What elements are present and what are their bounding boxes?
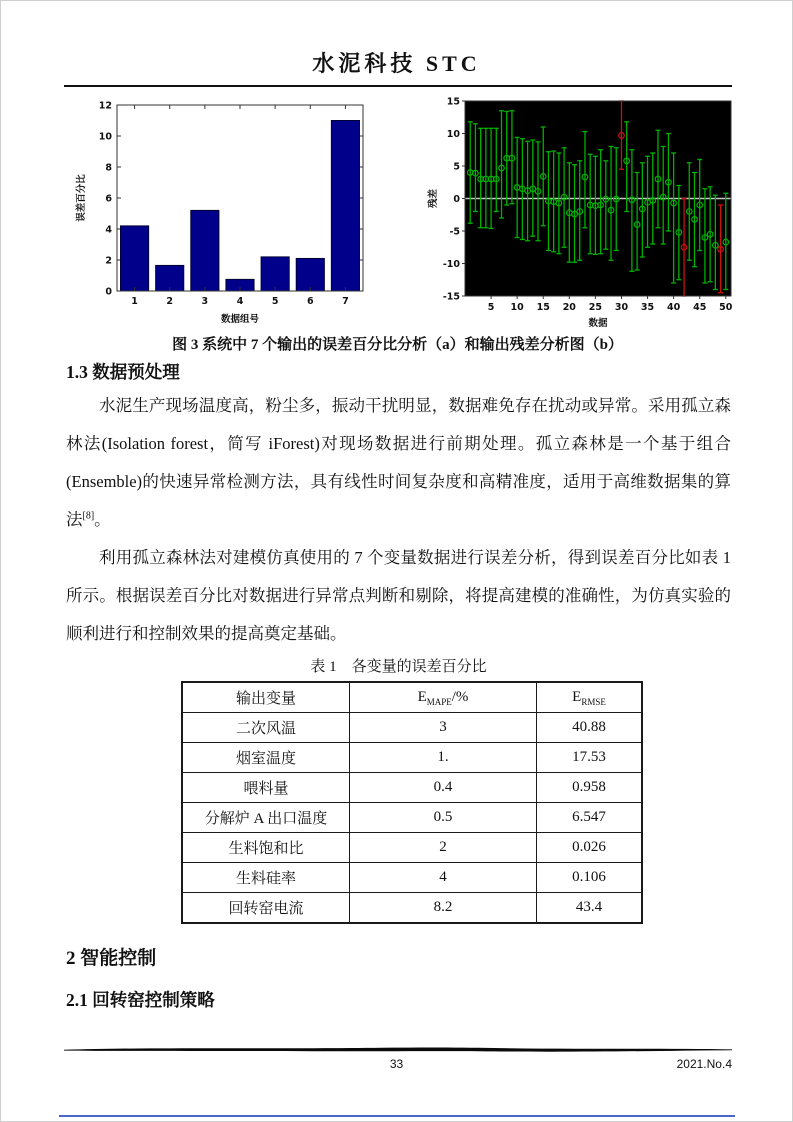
x-tick-label: 7 xyxy=(342,296,349,307)
x-tick-label: 2 xyxy=(166,296,174,307)
emape-cell: 4 xyxy=(350,863,537,893)
issue-label: 2021.No.4 xyxy=(676,1057,732,1071)
y-axis-label: 误差百分比 xyxy=(76,174,87,222)
y-axis-label: 残差 xyxy=(428,188,439,209)
table-row xyxy=(182,773,642,803)
x-tick-label: 30 xyxy=(614,302,629,313)
table-1-title: 表 1 各变量的误差百分比 xyxy=(310,659,487,675)
bar xyxy=(121,226,149,291)
emape-cell: 8.2 xyxy=(350,893,537,924)
x-tick-label: 20 xyxy=(562,302,576,313)
page-number: 33 xyxy=(389,1057,404,1071)
table-header-variable: 输出变量 xyxy=(182,682,350,713)
bar xyxy=(296,258,324,291)
bar xyxy=(331,121,359,292)
x-tick-label: 15 xyxy=(536,302,550,313)
header-rule xyxy=(64,85,732,87)
bar-chart-error-percentage xyxy=(71,97,383,331)
section-1-3-heading: 1.3 数据预处理 xyxy=(66,362,180,382)
x-tick-label: 5 xyxy=(487,302,495,313)
ermse-cell: 0.026 xyxy=(537,833,643,863)
journal-header-title: 水泥科技 STC xyxy=(312,51,481,76)
x-tick-label: 50 xyxy=(719,302,733,313)
bar xyxy=(261,257,289,291)
ermse-cell: 0.958 xyxy=(537,773,643,803)
variable-cell: 分解炉 A 出口温度 xyxy=(182,803,350,833)
emape-suffix: /% xyxy=(451,688,469,705)
y-tick-label: 0 xyxy=(105,286,112,298)
ermse-cell: 6.547 xyxy=(537,803,643,833)
x-tick-label: 5 xyxy=(271,296,279,307)
x-axis-label: 数据 xyxy=(588,318,608,329)
emape-base: E xyxy=(417,688,427,705)
bottom-scan-line xyxy=(59,1115,735,1117)
y-tick-label: 5 xyxy=(453,161,460,173)
ermse-base: E xyxy=(572,688,582,705)
emape-cell: 2 xyxy=(350,833,537,863)
y-tick-label: 12 xyxy=(98,100,112,112)
y-tick-label: 8 xyxy=(105,162,112,174)
variable-cell: 烟室温度 xyxy=(182,743,350,773)
emape-cell: 3 xyxy=(350,713,537,743)
variable-cell: 生料硅率 xyxy=(182,863,350,893)
variable-cell: 回转窑电流 xyxy=(182,893,350,924)
x-tick-label: 45 xyxy=(693,302,707,313)
paragraph-1-tail: 。 xyxy=(94,510,111,529)
paragraph-1-text: 水泥生产现场温度高，粉尘多，振动干扰明显，数据难免存在扰动或异常。采用孤立森林法(Isolation forest，简写 iForest)对现场数据进行前期处理。孤立森林是一个基于组合(Ensemble)的快速异常检测方法，具有线性时间复杂度和高精准度，适用于高维数据集的算法 xyxy=(66,396,731,529)
emape-cell: 0.4 xyxy=(350,773,537,803)
y-tick-label: 6 xyxy=(105,193,112,205)
ermse-cell: 40.88 xyxy=(537,713,643,743)
x-tick-label: 25 xyxy=(588,302,603,313)
table-row xyxy=(182,833,642,863)
variable-cell: 二次风温 xyxy=(182,713,350,743)
y-tick-label: 10 xyxy=(98,131,112,143)
x-tick-label: 10 xyxy=(510,302,524,313)
ermse-cell: 43.4 xyxy=(537,893,643,924)
table-row xyxy=(182,713,642,743)
footer-rule xyxy=(64,1045,732,1055)
y-tick-label: 0 xyxy=(453,194,460,205)
y-tick-label: 15 xyxy=(446,96,460,108)
variable-cell: 喂料量 xyxy=(182,773,350,803)
emape-subscript: MAPE xyxy=(426,696,452,707)
table-row xyxy=(182,803,642,833)
residual-errorbar-chart xyxy=(425,94,741,336)
section-2-1-heading: 2.1 回转窑控制策略 xyxy=(66,990,215,1010)
table-row xyxy=(182,863,642,893)
figure-caption: 图 3 系统中 7 个输出的误差百分比分析（a）和输出残差分析图（b） xyxy=(172,337,623,353)
emape-cell: 0.5 xyxy=(350,803,537,833)
ermse-cell: 17.53 xyxy=(537,743,643,773)
paragraph-2: 利用孤立森林法对建模仿真使用的 7 个变量数据进行误差分析，得到误差百分比如表 1 所示。根据误差百分比对数据进行异常点判断和剔除，将提高建模的准确性，为仿真实验的顺利进行和控制效果的提高奠定基础。 xyxy=(66,548,731,643)
y-tick-label: -15 xyxy=(442,291,460,303)
table-1 xyxy=(181,681,643,924)
y-tick-label: 2 xyxy=(105,255,112,267)
paragraph-1 xyxy=(66,387,731,543)
table-row xyxy=(182,893,642,924)
x-tick-label: 35 xyxy=(640,302,655,313)
table-header-ermse xyxy=(537,682,643,713)
bar xyxy=(191,210,219,291)
table-header-emape xyxy=(350,682,537,713)
table-header-row xyxy=(182,682,642,713)
ermse-subscript: RMSE xyxy=(581,696,606,707)
x-tick-label: 3 xyxy=(201,296,209,307)
y-tick-label: -5 xyxy=(449,226,460,238)
section-2-heading: 2 智能控制 xyxy=(66,948,157,969)
ermse-cell: 0.106 xyxy=(537,863,643,893)
y-tick-label: 4 xyxy=(105,224,112,236)
x-tick-label: 4 xyxy=(236,296,244,307)
plot-area xyxy=(117,105,363,291)
table-row xyxy=(182,743,642,773)
emape-cell: 1. xyxy=(350,743,537,773)
citation-8: [8] xyxy=(82,510,95,522)
variable-cell: 生料饱和比 xyxy=(182,833,350,863)
x-tick-label: 40 xyxy=(667,302,681,313)
x-axis-label: 数据组号 xyxy=(220,314,260,325)
x-tick-label: 1 xyxy=(131,296,138,307)
y-tick-label: -10 xyxy=(442,259,460,270)
x-tick-label: 6 xyxy=(306,296,314,307)
y-tick-label: 10 xyxy=(446,129,460,140)
